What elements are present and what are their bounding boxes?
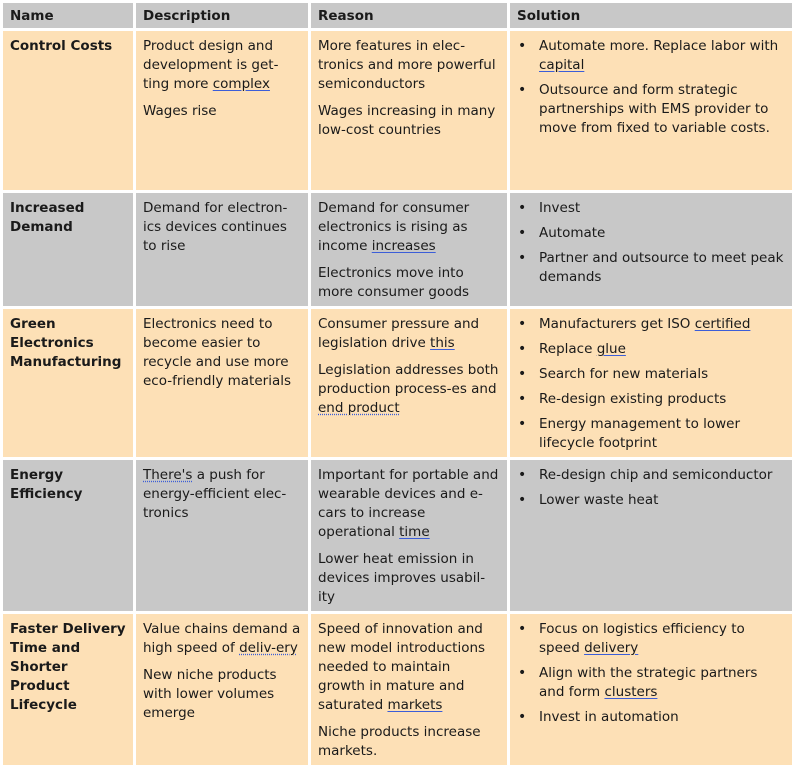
reason-paragraph: Niche products increase markets. xyxy=(318,724,481,759)
spell-check-underline[interactable]: certified xyxy=(694,316,751,332)
row-reason xyxy=(311,309,507,457)
solution-list xyxy=(517,37,786,138)
description-paragraph: Demand for electron-ics devices continues to rise xyxy=(143,200,288,254)
table-row xyxy=(3,460,792,611)
spell-check-underline[interactable]: this xyxy=(430,335,455,351)
list-item: • Search for new materials xyxy=(539,365,786,384)
grammar-check-underline[interactable]: There's xyxy=(143,467,193,483)
spell-check-underline[interactable]: clusters xyxy=(604,684,658,700)
reason-paragraph: Wages increasing in many low-cost countries xyxy=(318,103,496,138)
list-item: • Replace glue xyxy=(539,340,786,359)
row-description xyxy=(136,31,308,190)
list-item: • Re-design chip and semiconductor xyxy=(539,466,786,485)
reason-paragraph: Speed of innovation and new model introductions needed to maintain growth in mature and saturated markets xyxy=(318,621,486,713)
row-reason xyxy=(311,193,507,306)
list-item: • Lower waste heat xyxy=(539,491,786,510)
grammar-check-underline[interactable]: deliv-ery xyxy=(239,640,298,656)
list-item: • Focus on logistics efficiency to speed delivery xyxy=(539,620,786,658)
list-item: • Invest in automation xyxy=(539,708,786,727)
solution-list xyxy=(517,315,786,453)
list-item: • Invest xyxy=(539,199,786,218)
description-paragraph: Electronics need to become easier to recycle and use more eco-friendly materials xyxy=(143,316,292,389)
row-description xyxy=(136,309,308,457)
row-name: Increased Demand xyxy=(3,193,133,306)
description-paragraph: Product design and development is get-ting more complex xyxy=(143,38,279,92)
row-name: Green Electronics Manufacturing xyxy=(3,309,133,457)
reason-paragraph: Demand for consumer electronics is rising as income increases xyxy=(318,200,470,254)
description-paragraph: Wages rise xyxy=(143,103,217,119)
description-paragraph: New niche products with lower volumes emerge xyxy=(143,667,277,721)
list-item: • Outsource and form strategic partnerships with EMS provider to move from fixed to variable costs. xyxy=(539,81,786,138)
row-solution xyxy=(510,614,792,765)
solution-list xyxy=(517,620,786,727)
header-reason: Reason xyxy=(311,3,507,28)
list-item: • Re-design existing products xyxy=(539,390,786,409)
spell-check-underline[interactable]: capital xyxy=(539,57,585,73)
list-item: • Align with the strategic partners and form clusters xyxy=(539,664,786,702)
header-name: Name xyxy=(3,3,133,28)
row-name: Energy Efficiency xyxy=(3,460,133,611)
row-solution xyxy=(510,460,792,611)
table-row xyxy=(3,31,792,190)
table-row xyxy=(3,614,792,765)
reason-paragraph: More features in elec-tronics and more powerful semiconductors xyxy=(318,38,496,92)
solution-list xyxy=(517,199,786,287)
reason-paragraph: Legislation addresses both production process-es and end product xyxy=(318,362,499,416)
row-reason xyxy=(311,614,507,765)
spell-check-underline[interactable]: complex xyxy=(212,76,270,92)
row-name: Faster Delivery Time and Shorter Product Lifecycle xyxy=(3,614,133,765)
row-description xyxy=(136,614,308,765)
solution-list xyxy=(517,466,786,510)
spell-check-underline[interactable]: markets xyxy=(387,697,443,713)
spell-check-underline[interactable]: delivery xyxy=(584,640,639,656)
reason-paragraph: Important for portable and wearable devices and e-cars to increase operational time xyxy=(318,467,499,540)
reason-paragraph: Electronics move into more consumer goods xyxy=(318,265,470,300)
spell-check-underline[interactable]: increases xyxy=(371,238,436,254)
row-description xyxy=(136,193,308,306)
row-reason xyxy=(311,460,507,611)
row-solution xyxy=(510,193,792,306)
header-solution: Solution xyxy=(510,3,792,28)
list-item: • Manufacturers get ISO certified xyxy=(539,315,786,334)
table-row xyxy=(3,193,792,306)
row-solution xyxy=(510,31,792,190)
spell-check-underline[interactable]: glue xyxy=(596,341,626,357)
spell-check-underline[interactable]: time xyxy=(399,524,430,540)
table-row xyxy=(3,309,792,457)
list-item: • Energy management to lower lifecycle footprint xyxy=(539,415,786,453)
row-solution xyxy=(510,309,792,457)
row-reason xyxy=(311,31,507,190)
header-row xyxy=(3,3,792,28)
header-description: Description xyxy=(136,3,308,28)
description-paragraph: Value chains demand a high speed of deliv-ery xyxy=(143,621,301,656)
row-name: Control Costs xyxy=(3,31,133,190)
list-item: • Automate xyxy=(539,224,786,243)
list-item: • Automate more. Replace labor with capital xyxy=(539,37,786,75)
reason-paragraph: Lower heat emission in devices improves usabil-ity xyxy=(318,551,486,605)
list-item: • Partner and outsource to meet peak demands xyxy=(539,249,786,287)
grammar-check-underline[interactable]: end product xyxy=(318,400,400,416)
reason-paragraph: Consumer pressure and legislation drive this xyxy=(318,316,480,351)
description-paragraph: There's a push for energy-efficient elec-tronics xyxy=(143,467,287,521)
row-description xyxy=(136,460,308,611)
